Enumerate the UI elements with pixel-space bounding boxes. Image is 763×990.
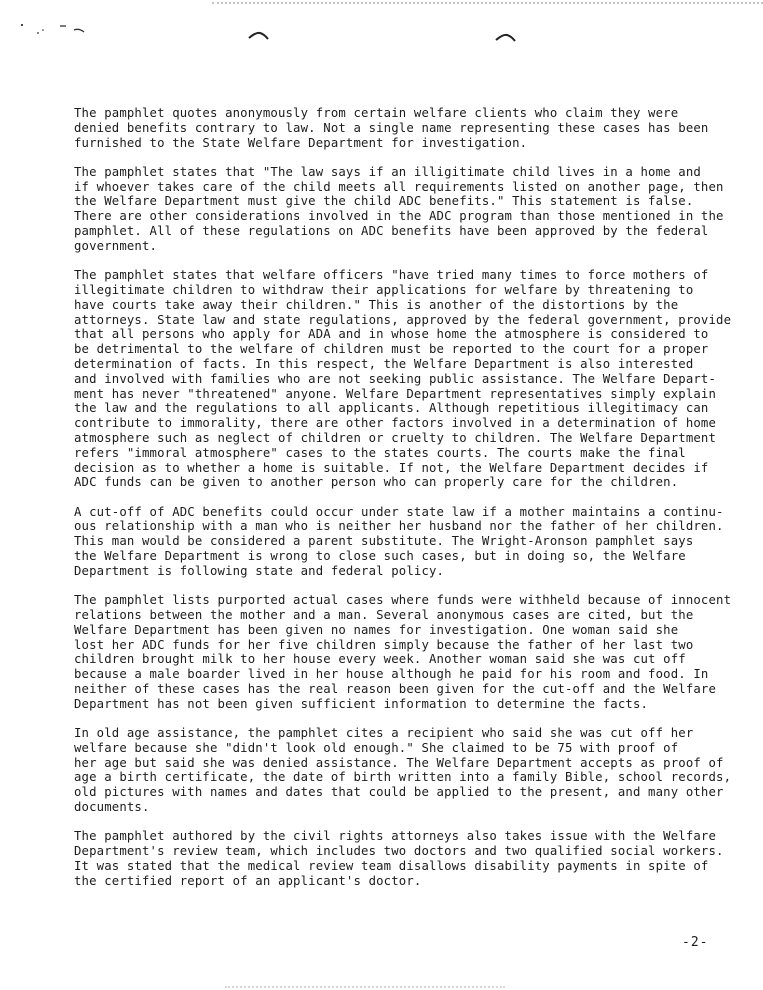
paragraph-anonymous-quotes: [74, 106, 754, 150]
text-line: The pamphlet lists purported actual cases where funds were withheld because of innocent: [74, 593, 732, 608]
text-line: welfare because she "didn't look old enough." She claimed to be 75 with proof of: [74, 740, 679, 755]
paragraph-adc-benefits-claim: [74, 165, 754, 254]
text-line: contribute to immorality, there are other factors involved in a determination of home: [74, 416, 717, 431]
text-line: It was stated that the medical review team disallows disability payments in spite of: [74, 858, 709, 873]
scan-edge-dots-bottom: [225, 986, 505, 990]
text-line: determination of facts. In this respect, the Welfare Department is also interested: [74, 356, 694, 371]
text-line: ous relationship with a man who is neither her husband nor the father of her children.: [74, 519, 724, 534]
scan-edge-dots-top: [212, 2, 763, 6]
text-line: decision as to whether a home is suitable. If not, the Welfare Department decides if: [74, 460, 709, 475]
text-line: ADC funds can be given to another person who can properly care for the children.: [74, 475, 679, 490]
text-line: have courts take away their children." This is another of the distortions by the: [74, 297, 679, 312]
text-line: and involved with families who are not seeking public assistance. The Welfare Depart-: [74, 371, 717, 386]
text-line: because a male boarder lived in her house although he paid for his room and food. In: [74, 667, 709, 682]
paragraph-purported-cases: [74, 593, 754, 711]
hole-punch-mark-right: [495, 32, 517, 44]
paragraph-welfare-officers: [74, 268, 754, 490]
text-line: the certified report of an applicant's doctor.: [74, 873, 422, 888]
hole-punch-mark-left: [248, 30, 270, 42]
text-line: if whoever takes care of the child meets all requirements listed on another page, then: [74, 179, 724, 194]
text-line: Welfare Department has been given no names for investigation. One woman said she: [74, 622, 679, 637]
text-line: The pamphlet quotes anonymously from certain welfare clients who claim they were: [74, 106, 679, 120]
text-line: children brought milk to her house every week. Another woman said she was cut off: [74, 652, 686, 667]
text-line: be detrimental to the welfare of children must be reported to the court for a proper: [74, 342, 709, 357]
document-body: [74, 106, 754, 903]
paragraph-review-team: [74, 829, 754, 888]
text-line: relations between the mother and a man. Several anonymous cases are cited, but the: [74, 607, 694, 622]
page-number: -2-: [682, 935, 709, 950]
text-line: ment has never "threatened" anyone. Welfare Department representatives simply explain: [74, 386, 717, 401]
text-line: atmosphere such as neglect of children or cruelty to children. The Welfare Department: [74, 430, 717, 445]
text-line: The pamphlet states that welfare officers "have tried many times to force mothers of: [74, 268, 709, 283]
text-line: Department's review team, which includes two doctors and two qualified social workers.: [74, 844, 724, 859]
text-line: The pamphlet authored by the civil rights attorneys also takes issue with the Welfare: [74, 829, 717, 844]
text-line: the Welfare Department is wrong to close such cases, but in doing so, the Welfare: [74, 549, 686, 564]
text-line: In old age assistance, the pamphlet cites a recipient who said she was cut off her: [74, 725, 694, 740]
text-line: denied benefits contrary to law. Not a single name representing these cases has been: [74, 120, 709, 135]
text-line: old pictures with names and dates that could be applied to the present, and many other: [74, 785, 724, 800]
scan-speck-marks: [18, 20, 88, 42]
text-line: neither of these cases has the real reason been given for the cut-off and the Welfare: [74, 681, 717, 696]
text-line: the Welfare Department must give the child ADC benefits." This statement is false.: [74, 194, 694, 209]
text-line: This man would be considered a parent substitute. The Wright-Aronson pamphlet says: [74, 534, 694, 549]
text-line: her age but said she was denied assistance. The Welfare Department accepts as proof of: [74, 755, 724, 770]
text-line: pamphlet. All of these regulations on ADC benefits have been approved by the federal: [74, 224, 709, 239]
text-line: A cut-off of ADC benefits could occur under state law if a mother maintains a continu-: [74, 504, 724, 519]
text-line: that all persons who apply for ADA and in whose home the atmosphere is considered to: [74, 327, 709, 342]
text-line: illegitimate children to withdraw their applications for welfare by threatening to: [74, 282, 694, 297]
text-line: furnished to the State Welfare Department for investigation.: [74, 135, 528, 150]
text-line: lost her ADC funds for her five children simply because the father of her last two: [74, 637, 694, 652]
text-line: the law and the regulations to all applicants. Although repetitious illegitimacy can: [74, 401, 709, 416]
text-line: age a birth certificate, the date of birth written into a family Bible, school records,: [74, 770, 732, 785]
text-line: refers "immoral atmosphere" cases to the states courts. The courts make the final: [74, 445, 686, 460]
text-line: There are other considerations involved in the ADC program than those mentioned in the: [74, 209, 724, 224]
text-line: government.: [74, 238, 158, 253]
text-line: The pamphlet states that "The law says if an illigitimate child lives in a home and: [74, 164, 701, 179]
text-line: documents.: [74, 799, 150, 814]
text-line: Department has not been given sufficient information to determine the facts.: [74, 696, 649, 711]
paragraph-cut-off-adc: [74, 505, 754, 579]
paragraph-old-age-assistance: [74, 726, 754, 815]
text-line: Department is following state and federal policy.: [74, 563, 445, 578]
text-line: attorneys. State law and state regulations, approved by the federal government, provide: [74, 312, 732, 327]
